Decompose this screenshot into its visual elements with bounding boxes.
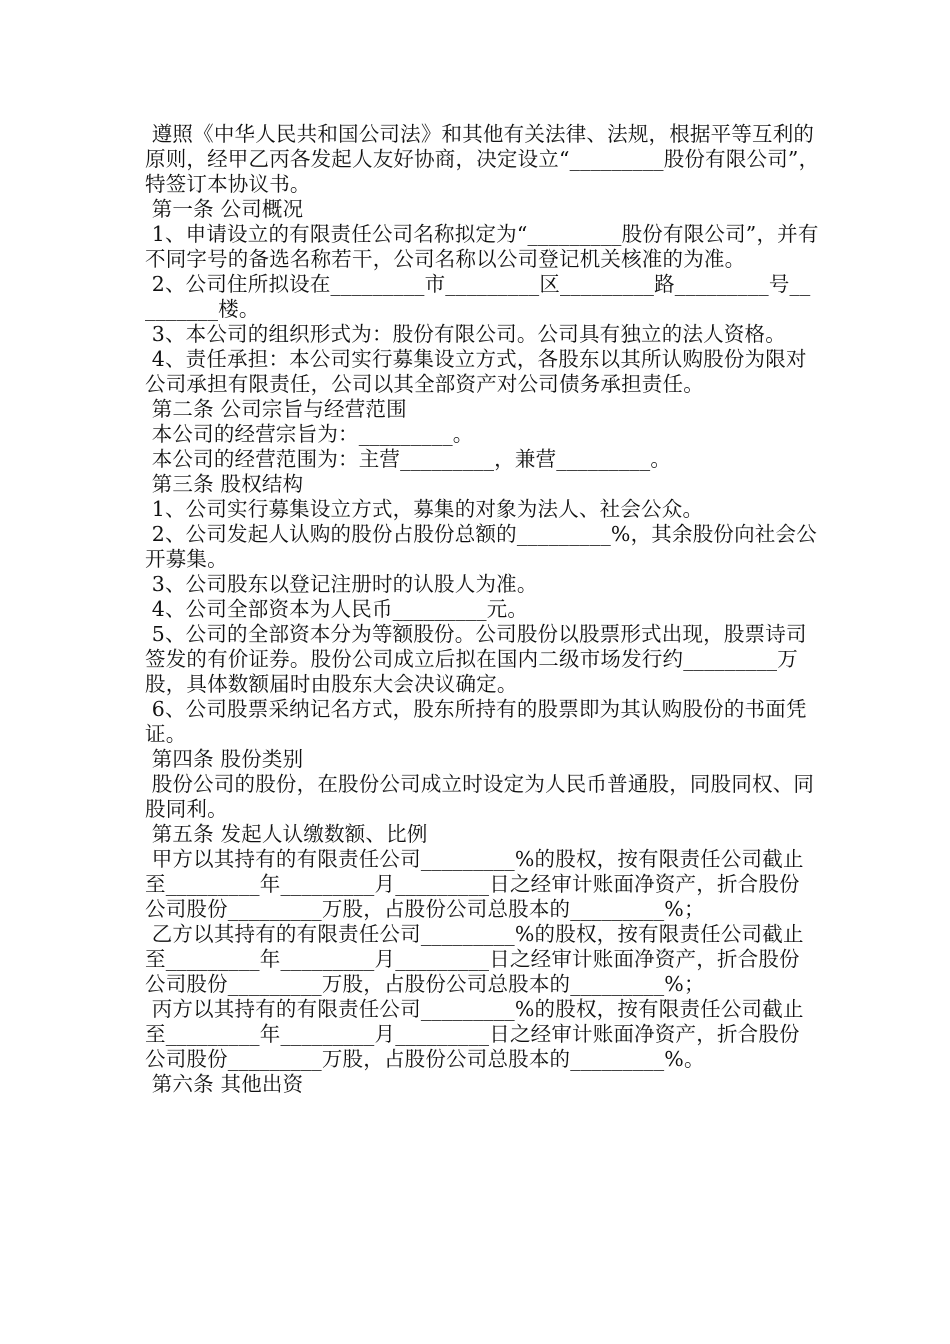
article-1-item-4: 4、责任承担：本公司实行募集设立方式，各股东以其所认购股份为限对公司承担有限责任，公司以其全部资产对公司债务承担责任。: [145, 347, 807, 396]
article-3-item-5: 5、公司的全部资本分为等额股份。公司股份以股票形式出现，股票诗司签发的有价证券。股份公司成立后拟在国内二级市场发行约_________万股，具体数额届时由股东大会决议确定。: [145, 622, 807, 696]
article-5-party-b: 乙方以其持有的有限责任公司_________%的股权，按有限责任公司截止至_________年_________月_________日之经审计账面净资产，折合股份公司股份_________万股，占股份公司总股本的_________%；: [145, 922, 804, 996]
article-5-party-c: 丙方以其持有的有限责任公司_________%的股权，按有限责任公司截止至_________年_________月_________日之经审计账面净资产，折合股份公司股份_________万股，占股份公司总股本的_________%。: [145, 997, 804, 1071]
article-3-item-4: 4、公司全部资本为人民币_________元。: [145, 597, 529, 621]
article-1-item-2: 2、公司住所拟设在_________市_________区_________路_________号_________楼。: [145, 272, 811, 321]
article-6-heading: 第六条 其他出资: [145, 1072, 304, 1096]
article-3-item-3: 3、公司股东以登记注册时的认股人为准。: [145, 572, 538, 596]
article-5-heading: 第五条 发起人认缴数额、比例: [145, 822, 428, 846]
article-3-item-2: 2、公司发起人认购的股份占股份总额的_________%，其余股份向社会公开募集。: [145, 522, 817, 571]
article-1-heading: 第一条 公司概况: [145, 197, 304, 221]
document-page: [145, 122, 820, 1097]
article-3-heading: 第三条 股权结构: [145, 472, 304, 496]
article-2-scope: 本公司的经营范围为：主营_________，兼营_________。: [145, 447, 672, 471]
article-4-heading: 第四条 股份类别: [145, 747, 304, 771]
article-2-heading: 第二条 公司宗旨与经营范围: [145, 397, 407, 421]
article-3-item-6: 6、公司股票采纳记名方式，股东所持有的股票即为其认购股份的书面凭证。: [145, 697, 807, 746]
intro-paragraph: 遵照《中华人民共和国公司法》和其他有关法律、法规，根据平等互利的原则，经甲乙丙各发起人友好协商，决定设立“_________股份有限公司”，特签订本协议书。: [145, 122, 820, 196]
article-1-item-1: 1、申请设立的有限责任公司名称拟定为“_________股份有限公司”，并有不同字号的备选名称若干，公司名称以公司登记机关核准的为准。: [145, 222, 819, 271]
article-2-purpose: 本公司的经营宗旨为：_________。: [145, 422, 474, 446]
article-4-body: 股份公司的股份，在股份公司成立时设定为人民币普通股，同股同权、同股同利。: [145, 772, 815, 821]
article-1-item-3: 3、本公司的组织形式为：股份有限公司。公司具有独立的法人资格。: [145, 322, 786, 346]
article-3-item-1: 1、公司实行募集设立方式，募集的对象为法人、社会公众。: [145, 497, 704, 521]
article-5-party-a: 甲方以其持有的有限责任公司_________%的股权，按有限责任公司截止至_________年_________月_________日之经审计账面净资产，折合股份公司股份_________万股，占股份公司总股本的_________%；: [145, 847, 804, 921]
